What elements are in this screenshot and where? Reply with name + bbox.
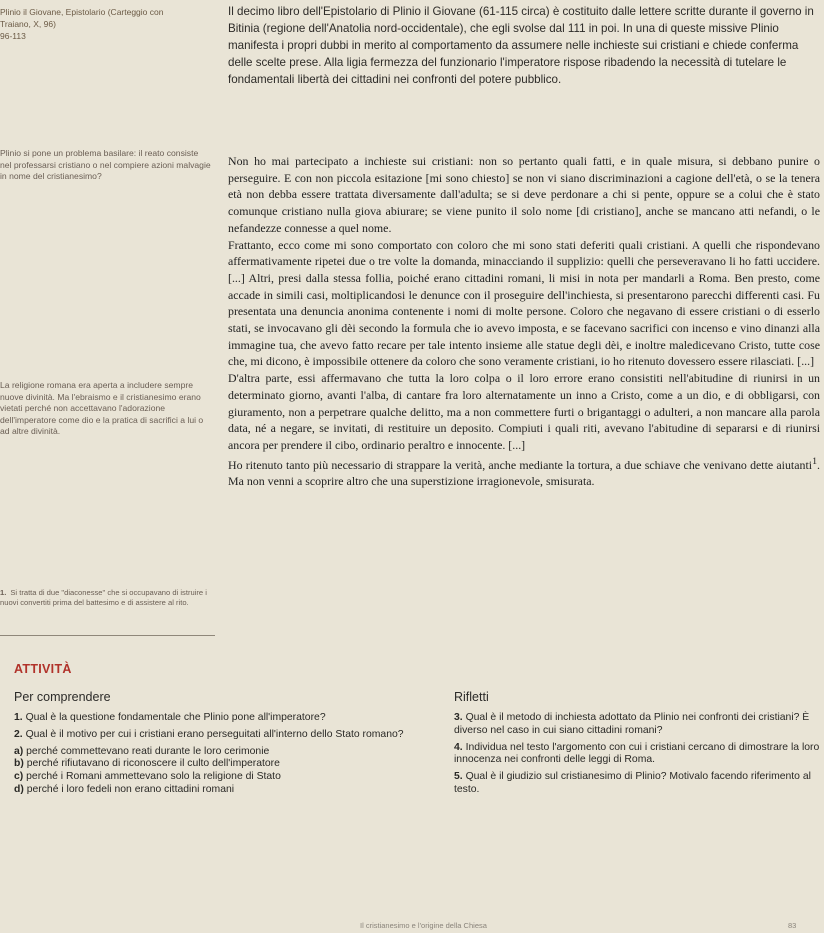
source-reference: [0, 6, 215, 42]
question-2-number: 2.: [14, 728, 23, 740]
question-2-text: Qual è il motivo per cui i cristiani erano perseguitati all'interno dello Stato romano?: [25, 728, 404, 740]
comprehension-questions: [14, 712, 414, 797]
question-1-number: 1.: [14, 712, 23, 723]
margin-note-reato: Plinio si pone un problema basilare: il reato consiste nel professarsi cristiano o nel compiere azioni malvagie in nome del cristianesimo?: [0, 148, 211, 182]
option-b-text: perché rifiutavano di riconoscere il culto dell'imperatore: [26, 758, 280, 770]
section-divider: [0, 635, 215, 636]
comprehension-heading: Per comprendere: [14, 690, 111, 704]
footnote-ref: 1: [812, 455, 818, 467]
question-1: [14, 712, 414, 725]
margin-note-religione: La religione romana era aperta a includere sempre nuove divinità. Ma l'ebraismo e il cristianesimo erano vietati perché non accettavano l'adorazione dell'imperatore come dio e la pratica di sacrifici a lui o ad altre divinità.: [0, 380, 204, 437]
source-line-1: Plinio il Giovane, Epistolario (Carteggio con: [0, 7, 164, 17]
question-3-text: Qual è il metodo di inchiesta adottato da Plinio nei confronti dei cristiani? È diverso nel caso in cui siano cittadini romani?: [454, 712, 810, 736]
intro-paragraph: Il decimo libro dell'Epistolario di Plinio il Giovane (61-115 circa) è costituito dalle lettere scritte durante il governo in Bitinia (regione dell'Anatolia nord-occidentale), che egli svolse dal 111 in poi. In una di queste missive Plinio manifesta i propri dubbi in merito al comportamento da assumere nelle inchieste sui cristiani e chiede conferma delle scelte prese. Alla ligia fermezza del funzionario l'imperatore rispose ribadendo la necessità di tutelare le fondamentali libertà dei cittadini nei confronti del potere pubblico.: [228, 5, 814, 86]
source-line-2: Traiano, X, 96): [0, 19, 56, 29]
option-b-letter: b): [14, 758, 24, 770]
option-a-text: perché commettevano reati durante le loro cerimonie: [26, 745, 270, 757]
page-number: 83: [788, 921, 797, 930]
letter-paragraph-4: [228, 454, 820, 490]
activities-title: ATTIVITÀ: [14, 662, 72, 676]
letter-text: [228, 153, 820, 490]
question-1-text: Qual è la questione fondamentale che Plinio pone all'imperatore?: [25, 712, 326, 723]
option-c: [14, 771, 414, 784]
question-3-number: 3.: [454, 712, 463, 723]
source-line-3: 96-113: [0, 31, 26, 41]
letter-paragraph-3a: D'altra parte, essi affermavano che tutta la loro colpa o il loro errore erano consistiti nell'abitudine di riunirsi in un determinato giorno, avanti l'alba, di cantare fra loro alternatamente un inno a Cristo, come a un dio, e di obbligarsi, con giuramento, non a perpetrare qualche delitto, ma a non commettere furti o brigantaggi o adulteri, a non mancare alla parola data, né a negare, se invitati, di restituire un deposito. Compiuti i quali riti, avevano l'abitudine di separarsi e di riunirsi ancora per prendere il cibo, ordinario peraltro e innocente. [...]: [228, 371, 820, 452]
option-d-letter: d): [14, 783, 24, 795]
letter-paragraph-3: [228, 370, 820, 454]
reflection-heading: Rifletti: [454, 690, 489, 704]
question-2: [14, 729, 414, 742]
question-4-text: Individua nel testo l'argomento con cui i cristiani cercano di dimostrare la loro innocenza nei confronti delle leggi di Roma.: [454, 741, 820, 766]
question-3: [454, 712, 820, 738]
letter-paragraph-4-text: Ho ritenuto tanto più necessario di strappare la verità, anche mediante la tortura, a due schiave che venivano dette aiutanti: [228, 457, 813, 472]
option-b: [14, 758, 414, 771]
question-5-text: Qual è il giudizio sul cristianesimo di Plinio? Motivalo facendo riferimento al testo.: [454, 771, 811, 795]
letter-paragraph-2: Frattanto, ecco come mi sono comportato con coloro che mi sono stati deferiti quali cristiani. A quelli che rispondevano affermativamente ripetei due o tre volte la domanda, minacciando il supplizio: quelli che perseveravano li ho fatti uccidere. [...] Altri, presi dalla stessa follia, poiché erano cittadini romani, li misi in nota per mandarli a Roma. Ben presto, come accade in simili casi, moltiplicandosi le denunce con il proseguire dell'inchiesta, si presentarono parecchi differenti casi. Fu presentata una denuncia anonima contenente i nomi di molte persone. Coloro che negavano di essere cristiani o di esserlo stati, se invocavano gli dèi secondo la formula che io avevo imposta, e se facevano sacrifici con incenso e vino dinanzi alla immagine tua, che avevo fatto recare per tale intento insieme alle statue degli dèi, e inoltre maledicevano Cristo, tutte cose che, mi dicono, è impossibile ottenere da coloro che sono veramente cristiani, io ho ritenuto dovessero essere rilasciati. [...]: [228, 237, 820, 369]
option-c-letter: c): [14, 771, 24, 783]
letter-paragraph-4-end: . Ma non venni a scoprire altro che una superstizione irragionevole, smisurata.: [228, 457, 820, 489]
letter-paragraph-1: Non ho mai partecipato a inchieste sui cristiani: non so pertanto quali fatti, e in quale misura, si debbano punire o perseguire. E con non piccola esitazione [mi sono chiesto] se non vi siano discriminazioni a cagione dell'età, o se la tenera età non debba essere trattata diversamente dall'adulta; se si deve perdonare a chi si pente, oppure se a colui che è stato comunque cristiano nulla giova abiurare; se viene punito il solo nome [di cristiano], anche se mancano atti nefandi, o le nefandezze connesse a quel nome.: [228, 154, 820, 235]
running-title: Il cristianesimo e l'origine della Chiesa: [360, 921, 487, 930]
question-5-number: 5.: [454, 771, 463, 783]
option-a-letter: a): [14, 745, 24, 757]
question-4: [454, 742, 820, 768]
question-4-number: 4.: [454, 741, 463, 753]
footnote-number: 1.: [0, 588, 7, 597]
footnote-text: Si tratta di due "diaconesse" che si occupavano di istruire i nuovi convertiti prima del battesimo e di assistere al rito.: [0, 588, 207, 607]
question-5: [454, 771, 820, 797]
option-a: [14, 746, 414, 759]
reflection-questions: [454, 712, 820, 801]
option-d: [14, 784, 414, 797]
option-d-text: perché i loro fedeli non erano cittadini romani: [26, 783, 235, 795]
option-c-text: perché i Romani ammettevano solo la religione di Stato: [26, 771, 281, 783]
footnote-diaconesse: [0, 588, 212, 608]
